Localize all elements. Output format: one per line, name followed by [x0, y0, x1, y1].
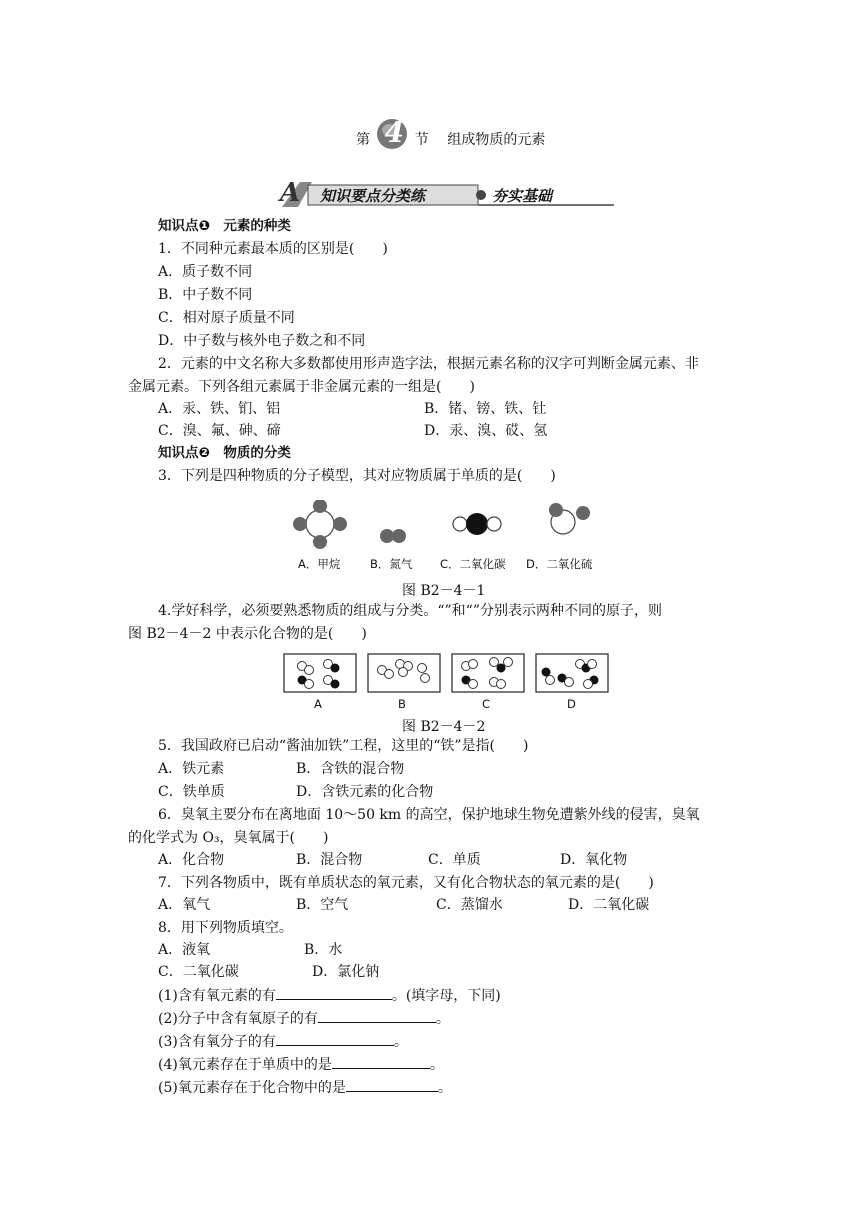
q2-option-c: C．溴、氟、砷、碲 — [158, 423, 281, 439]
q7-option-b: B．空气 — [296, 897, 349, 913]
q5-option-a: A．铁元素 — [158, 761, 225, 777]
carbon-dioxide-model — [453, 513, 501, 535]
sulfur-dioxide-model — [549, 503, 590, 534]
question-8-stem: 8．用下列物质填空。 — [158, 920, 293, 936]
q8-blank-2-tail: 。 — [435, 1011, 450, 1027]
box-label-c: C — [482, 697, 491, 711]
box-b — [368, 654, 440, 692]
model-label-a: A．甲烷 — [298, 557, 341, 571]
q8-blank-4[interactable] — [332, 1054, 430, 1069]
compound-boxes-figure — [282, 652, 610, 696]
q6-option-d: D．氧化物 — [560, 852, 628, 868]
q2-option-b: B．锗、镑、铁、钍 — [424, 401, 547, 417]
question-1-stem: 1．不同种元素最本质的区别是( ) — [158, 241, 388, 257]
banner-subtitle: 夯实基础 — [492, 187, 553, 205]
box-d — [536, 654, 608, 692]
q8-blank-4-label: (4)氧元素存在于单质中的是 — [158, 1057, 332, 1073]
model-label-b: B．氮气 — [370, 557, 413, 571]
q1-option-a: A．质子数不同 — [158, 264, 253, 280]
nitrogen-model — [380, 529, 406, 543]
q8-blank-1-tail: 。(填字母，下同) — [391, 988, 501, 1004]
question-2-stem-line2: 金属元素。下列各组元素属于非金属元素的一组是( ) — [128, 379, 475, 395]
model-label-d: D．二氧化硫 — [526, 557, 593, 571]
q8-option-b: B．水 — [304, 942, 343, 958]
question-6-stem-line1: 6．臭氧主要分布在离地面 10～50 km 的高空，保护地球生物免遭紫外线的侵害，臭氧 — [158, 807, 700, 823]
molecule-models-figure — [286, 500, 606, 552]
question-4-stem-line1: 4.学好科学，必须要熟悉物质的组成与分类。“”和“”分别表示两种不同的原子，则 — [158, 603, 662, 619]
q8-blank-3-row — [158, 1031, 408, 1052]
box-a — [284, 654, 356, 692]
question-6-stem-line2: 的化学式为 O₃，臭氧属于( ) — [128, 830, 329, 846]
q8-blank-5-tail: 。 — [437, 1080, 452, 1096]
q8-option-a: A．液氧 — [158, 942, 211, 958]
q2-option-d: D．汞、溴、砹、氢 — [424, 423, 548, 439]
section-prefix: 第 — [356, 132, 370, 148]
q8-blank-4-row — [158, 1054, 444, 1075]
q1-option-b: B．中子数不同 — [158, 287, 253, 303]
banner-letter: A — [280, 178, 301, 208]
q8-blank-1-row — [158, 985, 501, 1006]
section-title — [356, 116, 546, 156]
q8-option-c: C．二氧化碳 — [158, 964, 239, 980]
q8-blank-1-label: (1)含有氧元素的有 — [158, 988, 276, 1004]
box-label-d: D — [567, 697, 576, 711]
q7-option-c: C．蒸馏水 — [436, 897, 503, 913]
question-2-stem-line1: 2．元素的中文名称大多数都使用形声造字法，根据元素名称的汉字可判断金属元素、非 — [158, 356, 699, 372]
banner-title: 知识要点分类练 — [320, 187, 426, 205]
q5-option-d: D．含铁元素的化合物 — [296, 784, 434, 800]
section-name: 组成物质的元素 — [447, 132, 546, 148]
q6-option-c: C．单质 — [428, 852, 481, 868]
section-suffix: 节 — [414, 132, 429, 148]
box-label-a: A — [314, 697, 322, 711]
q8-blank-3-tail: 。 — [393, 1034, 408, 1050]
q8-blank-3[interactable] — [276, 1031, 394, 1046]
figure-caption-2: 图 B2－4－2 — [402, 719, 486, 735]
question-3-stem: 3．下列是四种物质的分子模型，其对应物质属于单质的是( ) — [158, 468, 556, 484]
question-7-stem: 7．下列各物质中，既有单质状态的氧元素，又有化合物状态的氧元素的是( ) — [158, 875, 654, 891]
knowledge-point-2: 知识点❷ 物质的分类 — [158, 445, 291, 461]
question-4-stem-line2: 图 B2－4－2 中表示化合物的是( ) — [128, 626, 367, 642]
q1-option-c: C．相对原子质量不同 — [158, 310, 295, 326]
box-label-b: B — [398, 697, 406, 711]
q2-option-a: A．汞、铁、钔、铝 — [158, 401, 281, 417]
q8-blank-4-tail: 。 — [429, 1057, 444, 1073]
box-c — [452, 654, 524, 692]
q7-option-a: A．氧气 — [158, 897, 211, 913]
knowledge-point-1: 知识点❶ 元素的种类 — [158, 218, 291, 234]
q6-option-b: B．混合物 — [296, 852, 363, 868]
q8-blank-2-label: (2)分子中含有氧原子的有 — [158, 1011, 318, 1027]
q8-option-d: D．氯化钠 — [312, 964, 380, 980]
q8-blank-3-label: (3)含有氧分子的有 — [158, 1034, 276, 1050]
methane-model — [293, 500, 347, 549]
q1-option-d: D．中子数与核外电子数之和不同 — [158, 333, 366, 349]
q8-blank-1[interactable] — [276, 985, 392, 1000]
q6-option-a: A．化合物 — [158, 852, 225, 868]
q5-option-b: B．含铁的混合物 — [296, 761, 405, 777]
section-banner — [278, 180, 618, 208]
model-label-c: C．二氧化碳 — [440, 557, 506, 571]
q8-blank-2[interactable] — [318, 1008, 436, 1023]
q8-blank-5-label: (5)氧元素存在于化合物中的是 — [158, 1080, 346, 1096]
section-number-badge — [376, 118, 408, 150]
question-5-stem: 5．我国政府已启动“酱油加铁”工程，这里的“铁”是指( ) — [158, 738, 529, 754]
q7-option-d: D．二氧化碳 — [568, 897, 650, 913]
figure-caption-1: 图 B2－4－1 — [402, 583, 486, 599]
q8-blank-5-row — [158, 1077, 452, 1098]
q8-blank-2-row — [158, 1008, 450, 1029]
section-number: 4 — [384, 116, 404, 149]
q5-option-c: C．铁单质 — [158, 784, 225, 800]
q8-blank-5[interactable] — [346, 1077, 438, 1092]
